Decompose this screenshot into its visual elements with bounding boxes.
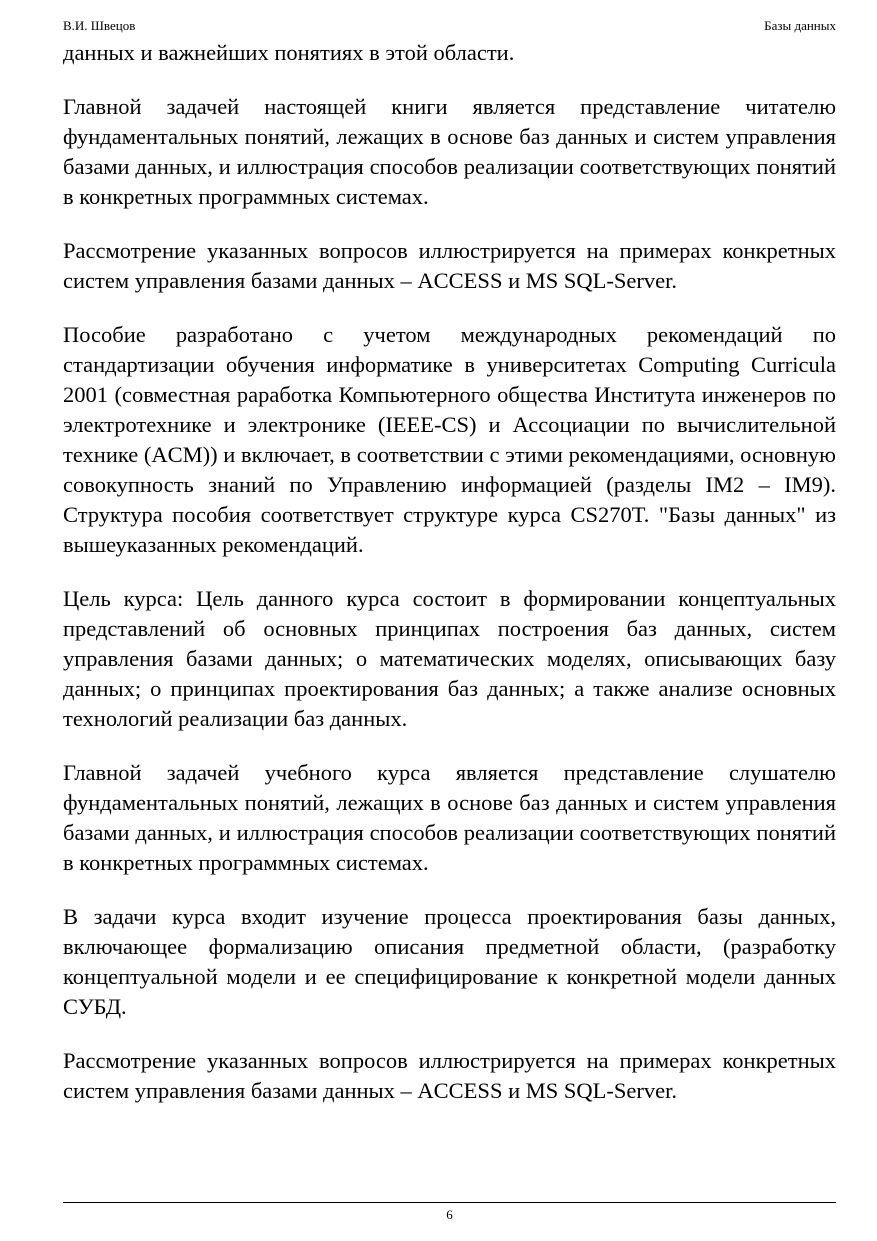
footer-divider (63, 1202, 836, 1203)
page-body (63, 38, 836, 1193)
header-title: Базы данных (764, 18, 836, 33)
paragraph: Рассмотрение указанных вопросов иллюстрируется на примерах конкретных систем управления базами данных – ACCESS и MS SQL-Server. (63, 1048, 836, 1103)
paragraph: Рассмотрение указанных вопросов иллюстрируется на примерах конкретных систем управления базами данных – ACCESS и MS SQL-Server. (63, 238, 836, 293)
paragraph: Главной задачей учебного курса является представление слушателю фундаментальных понятий, лежащих в основе баз данных и систем управления базами данных, и иллюстрация способов реализации соответствующих понятий в конкретных программных системах. (63, 760, 836, 875)
paragraph: В задачи курса входит изучение процесса проектирования базы данных, включающее формализацию описания предметной области, (разработку концептуальной модели и ее специфицирование к конкретной модели данных СУБД. (63, 904, 836, 1019)
paragraph-continuation: данных и важнейших понятиях в этой области. (63, 40, 515, 65)
paragraph: Пособие разработано с учетом международных рекомендаций по стандартизации обучения информатике в университетах Computing Curricula 2001 (совместная раработка Компьютерного общества Института инженеров по электротехнике и электронике (IEEE-CS) и Ассоциации по вычислительной технике (ACM)) и включает, в соответствии с этими рекомендациями, основную совокупность знаний по Управлению информацией (разделы IM2 – IM9). Структура пособия соответствует структуре курса CS270T. "Базы данных" из вышеуказанных рекомендаций. (63, 322, 836, 557)
paragraph: Главной задачей настоящей книги является представление читателю фундаментальных понятий, лежащих в основе баз данных и систем управления базами данных, и иллюстрация способов реализации соответствующих понятий в конкретных программных системах. (63, 94, 836, 209)
header-author: В.И. Швецов (63, 18, 136, 33)
page-number: 6 (446, 1207, 453, 1222)
paragraph: Цель курса: Цель данного курса состоит в формировании концептуальных представлений об основных принципах построения баз данных, систем управления базами данных; о математических моделях, описывающих базу данных; о принципах проектирования баз данных; а также анализе основных технологий реализации баз данных. (63, 586, 836, 731)
page-header (63, 16, 836, 36)
